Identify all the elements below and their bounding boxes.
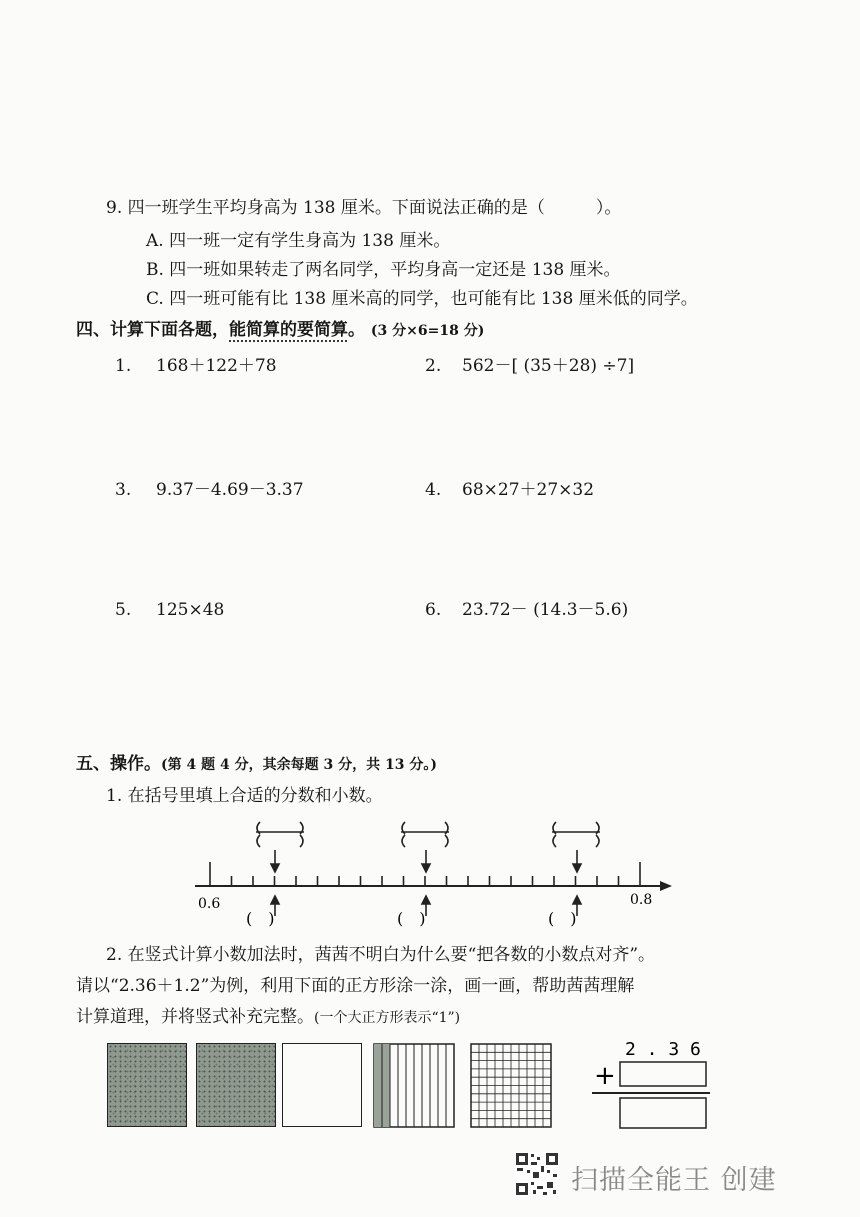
problem-3-expr: 9.37－4.69－3.37 [156,480,304,500]
number-line-end-label: 0.8 [630,892,653,908]
section4-title-suffix: 。 [348,320,365,340]
tenths-grid-square[interactable] [373,1043,455,1128]
fraction-blank-3 [552,822,600,847]
decimal-blank-1: ( ) [246,909,275,928]
section4-title-emph: 能简算的要简算 [229,320,348,340]
s5-q2-line1: 2. 在竖式计算小数加法时，茜茜不明白为什么要“把各数的小数点对齐”。 [106,945,656,965]
problem-1-expr: 168＋122＋78 [156,356,277,376]
hundredths-grid-square[interactable] [470,1043,552,1128]
section5-title-text: 五、操作。 [76,754,161,774]
problem-4-num: 4. [425,480,442,500]
s5-q1-text: 1. 在括号里填上合适的分数和小数。 [106,786,383,806]
plus-sign: + [594,1061,616,1091]
blank-square[interactable] [282,1043,362,1127]
s5-q2-line3-text: 计算道理，并将竖式补充完整。 [76,1007,314,1027]
s5-q2-line3 [76,1006,460,1029]
vertical-addition [592,1038,712,1133]
qr-code-icon [515,1152,559,1196]
problem-2-num: 2. [425,356,442,376]
problem-3-num: 3. [115,480,132,500]
s5-q2-note: (一个大正方形表示“1”) [314,1010,461,1026]
q9-option-a: A. 四一班一定有学生身高为 138 厘米。 [146,231,451,251]
arrows-up [271,896,581,916]
section5-score: (第 4 题 4 分，其余每题 3 分，共 13 分。) [161,757,437,773]
problem-1-num: 1. [115,356,132,376]
problem-5-num: 5. [115,600,132,620]
section4-score: (3 分×6=18 分) [370,323,485,339]
q9-option-b: B. 四一班如果转走了两名同学，平均身高一定还是 138 厘米。 [146,260,621,280]
number-line-arrowhead [660,881,672,891]
scanner-watermark-text: 扫描全能王 创建 [571,1165,777,1196]
q9-stem: 9. 四一班学生平均身高为 138 厘米。下面说法正确的是（ ）。 [106,198,622,218]
decimal-blank-3: ( ) [548,909,577,928]
problem-6-num: 6. [425,600,442,620]
fraction-blank-1 [256,822,304,847]
problem-5-expr: 125×48 [156,600,225,620]
problem-2-expr: 562－[ (35＋28) ÷7] [462,356,635,376]
arrows-down [271,850,581,872]
section5-title [76,753,437,776]
fraction-blank-2 [401,822,449,847]
shaded-square-1[interactable] [107,1043,187,1127]
problem-4-expr: 68×27＋27×32 [462,480,595,500]
q9-option-c: C. 四一班可能有比 138 厘米高的同学，也可能有比 138 厘米低的同学。 [146,289,698,309]
s5-q2-line2: 请以“2.36＋1.2”为例，利用下面的正方形涂一涂，画一画，帮助茜茜理解 [76,976,635,996]
section4-title [76,319,484,342]
vertical-top-number: 2 . 3 6 [625,1039,701,1060]
problem-6-expr: 23.72－ (14.3－5.6) [462,600,629,620]
addend-box[interactable] [620,1062,706,1086]
shaded-square-2[interactable] [196,1043,276,1127]
decimal-blank-2: ( ) [397,909,426,928]
section4-title-prefix: 四、计算下面各题， [76,320,229,340]
number-line [190,808,680,938]
scanner-watermark [515,1152,785,1200]
sum-box[interactable] [620,1098,706,1128]
number-line-start-label: 0.6 [198,896,221,912]
